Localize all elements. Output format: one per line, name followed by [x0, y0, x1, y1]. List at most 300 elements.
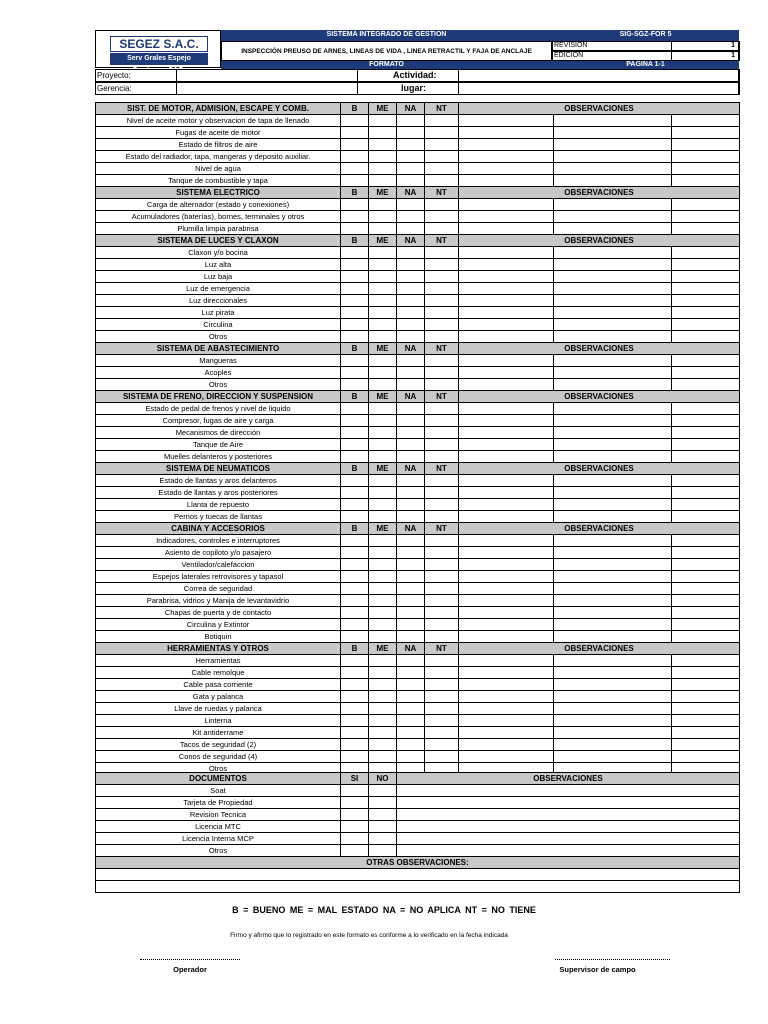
observation-cell[interactable] [672, 655, 740, 667]
rating-cell-nt[interactable] [425, 163, 459, 175]
rating-cell-nt[interactable] [425, 475, 459, 487]
observation-cell[interactable] [672, 631, 740, 643]
rating-cell-na[interactable] [397, 703, 425, 715]
observation-cell[interactable] [397, 785, 740, 797]
observation-cell[interactable] [672, 427, 740, 439]
rating-cell-me[interactable] [369, 139, 397, 151]
observation-cell[interactable] [672, 703, 740, 715]
observation-cell[interactable] [672, 139, 740, 151]
observation-cell[interactable] [459, 727, 554, 739]
observation-cell[interactable] [459, 355, 554, 367]
rating-cell-na[interactable] [397, 547, 425, 559]
check-cell-no[interactable] [369, 809, 397, 821]
rating-cell-me[interactable] [369, 715, 397, 727]
rating-cell-b[interactable] [341, 403, 369, 415]
observation-cell[interactable] [672, 739, 740, 751]
rating-cell-nt[interactable] [425, 175, 459, 187]
observation-cell[interactable] [397, 809, 740, 821]
observation-cell[interactable] [554, 487, 672, 499]
rating-cell-b[interactable] [341, 211, 369, 223]
observation-cell[interactable] [672, 511, 740, 523]
observation-cell[interactable] [554, 691, 672, 703]
rating-cell-nt[interactable] [425, 295, 459, 307]
rating-cell-na[interactable] [397, 739, 425, 751]
rating-cell-na[interactable] [397, 451, 425, 463]
rating-cell-me[interactable] [369, 307, 397, 319]
rating-cell-b[interactable] [341, 691, 369, 703]
check-cell-si[interactable] [341, 845, 369, 857]
observation-cell[interactable] [672, 451, 740, 463]
observation-cell[interactable] [554, 703, 672, 715]
observation-cell[interactable] [397, 833, 740, 845]
rating-cell-b[interactable] [341, 163, 369, 175]
check-cell-si[interactable] [341, 797, 369, 809]
rating-cell-nt[interactable] [425, 355, 459, 367]
observation-cell[interactable] [672, 679, 740, 691]
observation-cell[interactable] [554, 439, 672, 451]
rating-cell-me[interactable] [369, 403, 397, 415]
observation-cell[interactable] [672, 547, 740, 559]
observation-cell[interactable] [554, 139, 672, 151]
observation-cell[interactable] [672, 499, 740, 511]
rating-cell-na[interactable] [397, 415, 425, 427]
rating-cell-me[interactable] [369, 547, 397, 559]
rating-cell-nt[interactable] [425, 679, 459, 691]
rating-cell-b[interactable] [341, 739, 369, 751]
observation-cell[interactable] [554, 175, 672, 187]
rating-cell-na[interactable] [397, 115, 425, 127]
rating-cell-b[interactable] [341, 535, 369, 547]
gerencia-field[interactable] [176, 82, 358, 95]
rating-cell-b[interactable] [341, 727, 369, 739]
rating-cell-b[interactable] [341, 631, 369, 643]
rating-cell-nt[interactable] [425, 223, 459, 235]
rating-cell-b[interactable] [341, 571, 369, 583]
rating-cell-nt[interactable] [425, 247, 459, 259]
observation-cell[interactable] [554, 283, 672, 295]
project-field[interactable] [176, 69, 358, 82]
rating-cell-nt[interactable] [425, 211, 459, 223]
observation-cell[interactable] [672, 331, 740, 343]
rating-cell-na[interactable] [397, 331, 425, 343]
rating-cell-me[interactable] [369, 679, 397, 691]
observation-cell[interactable] [672, 691, 740, 703]
rating-cell-me[interactable] [369, 199, 397, 211]
rating-cell-b[interactable] [341, 427, 369, 439]
rating-cell-nt[interactable] [425, 319, 459, 331]
observation-cell[interactable] [459, 271, 554, 283]
rating-cell-na[interactable] [397, 439, 425, 451]
rating-cell-b[interactable] [341, 295, 369, 307]
observation-cell[interactable] [554, 451, 672, 463]
observation-cell[interactable] [459, 307, 554, 319]
observation-cell[interactable] [672, 487, 740, 499]
observation-cell[interactable] [554, 583, 672, 595]
rating-cell-na[interactable] [397, 175, 425, 187]
rating-cell-nt[interactable] [425, 379, 459, 391]
observation-cell[interactable] [459, 175, 554, 187]
rating-cell-me[interactable] [369, 295, 397, 307]
observation-cell[interactable] [397, 845, 740, 857]
rating-cell-me[interactable] [369, 283, 397, 295]
rating-cell-na[interactable] [397, 751, 425, 763]
rating-cell-b[interactable] [341, 451, 369, 463]
observation-cell[interactable] [672, 355, 740, 367]
observation-cell[interactable] [672, 619, 740, 631]
rating-cell-b[interactable] [341, 703, 369, 715]
rating-cell-b[interactable] [341, 319, 369, 331]
observation-cell[interactable] [672, 175, 740, 187]
rating-cell-me[interactable] [369, 319, 397, 331]
check-cell-si[interactable] [341, 821, 369, 833]
rating-cell-nt[interactable] [425, 259, 459, 271]
rating-cell-na[interactable] [397, 295, 425, 307]
rating-cell-na[interactable] [397, 271, 425, 283]
rating-cell-na[interactable] [397, 655, 425, 667]
observation-cell[interactable] [459, 607, 554, 619]
rating-cell-b[interactable] [341, 115, 369, 127]
observation-cell[interactable] [459, 379, 554, 391]
observation-cell[interactable] [459, 283, 554, 295]
observation-cell[interactable] [459, 439, 554, 451]
rating-cell-na[interactable] [397, 499, 425, 511]
observation-cell[interactable] [459, 511, 554, 523]
rating-cell-nt[interactable] [425, 307, 459, 319]
observation-cell[interactable] [554, 727, 672, 739]
rating-cell-nt[interactable] [425, 703, 459, 715]
observation-cell[interactable] [459, 679, 554, 691]
rating-cell-na[interactable] [397, 511, 425, 523]
observation-cell[interactable] [672, 199, 740, 211]
observation-cell[interactable] [554, 535, 672, 547]
place-field[interactable] [458, 82, 740, 95]
rating-cell-b[interactable] [341, 487, 369, 499]
rating-cell-na[interactable] [397, 475, 425, 487]
observation-cell[interactable] [459, 571, 554, 583]
rating-cell-nt[interactable] [425, 331, 459, 343]
rating-cell-b[interactable] [341, 607, 369, 619]
observation-cell[interactable] [672, 295, 740, 307]
rating-cell-b[interactable] [341, 259, 369, 271]
supervisor-signature-line[interactable] [555, 959, 670, 960]
observation-cell[interactable] [459, 127, 554, 139]
observation-cell[interactable] [459, 319, 554, 331]
observation-cell[interactable] [672, 211, 740, 223]
rating-cell-me[interactable] [369, 247, 397, 259]
check-cell-si[interactable] [341, 809, 369, 821]
observation-cell[interactable] [554, 667, 672, 679]
rating-cell-b[interactable] [341, 619, 369, 631]
check-cell-no[interactable] [369, 821, 397, 833]
check-cell-no[interactable] [369, 845, 397, 857]
rating-cell-me[interactable] [369, 151, 397, 163]
observation-cell[interactable] [554, 403, 672, 415]
observation-cell[interactable] [459, 223, 554, 235]
observation-cell[interactable] [459, 427, 554, 439]
rating-cell-b[interactable] [341, 283, 369, 295]
rating-cell-b[interactable] [341, 595, 369, 607]
rating-cell-nt[interactable] [425, 151, 459, 163]
rating-cell-nt[interactable] [425, 115, 459, 127]
rating-cell-me[interactable] [369, 655, 397, 667]
observation-cell[interactable] [554, 631, 672, 643]
observation-cell[interactable] [672, 307, 740, 319]
rating-cell-me[interactable] [369, 487, 397, 499]
rating-cell-b[interactable] [341, 511, 369, 523]
observation-cell[interactable] [459, 715, 554, 727]
observation-cell[interactable] [459, 367, 554, 379]
rating-cell-nt[interactable] [425, 535, 459, 547]
observation-cell[interactable] [554, 211, 672, 223]
rating-cell-me[interactable] [369, 115, 397, 127]
observation-cell[interactable] [554, 499, 672, 511]
observation-cell[interactable] [554, 379, 672, 391]
activity-field[interactable] [458, 69, 740, 82]
observation-cell[interactable] [672, 667, 740, 679]
observation-cell[interactable] [459, 151, 554, 163]
rating-cell-nt[interactable] [425, 583, 459, 595]
observation-cell[interactable] [459, 331, 554, 343]
observation-cell[interactable] [459, 199, 554, 211]
check-cell-no[interactable] [369, 785, 397, 797]
observation-cell[interactable] [554, 547, 672, 559]
observation-cell[interactable] [554, 607, 672, 619]
rating-cell-nt[interactable] [425, 139, 459, 151]
rating-cell-na[interactable] [397, 307, 425, 319]
rating-cell-me[interactable] [369, 607, 397, 619]
rating-cell-na[interactable] [397, 163, 425, 175]
observation-cell[interactable] [672, 751, 740, 763]
rating-cell-me[interactable] [369, 451, 397, 463]
rating-cell-na[interactable] [397, 631, 425, 643]
observation-cell[interactable] [672, 727, 740, 739]
rating-cell-nt[interactable] [425, 511, 459, 523]
rating-cell-me[interactable] [369, 535, 397, 547]
observation-cell[interactable] [459, 619, 554, 631]
rating-cell-nt[interactable] [425, 415, 459, 427]
rating-cell-b[interactable] [341, 355, 369, 367]
rating-cell-me[interactable] [369, 379, 397, 391]
rating-cell-na[interactable] [397, 691, 425, 703]
check-cell-si[interactable] [341, 833, 369, 845]
rating-cell-na[interactable] [397, 607, 425, 619]
rating-cell-nt[interactable] [425, 127, 459, 139]
observation-cell[interactable] [672, 595, 740, 607]
observation-cell[interactable] [672, 607, 740, 619]
rating-cell-b[interactable] [341, 151, 369, 163]
rating-cell-na[interactable] [397, 151, 425, 163]
observation-cell[interactable] [459, 667, 554, 679]
observation-cell[interactable] [459, 163, 554, 175]
observation-cell[interactable] [672, 319, 740, 331]
rating-cell-na[interactable] [397, 355, 425, 367]
rating-cell-me[interactable] [369, 499, 397, 511]
rating-cell-nt[interactable] [425, 751, 459, 763]
rating-cell-me[interactable] [369, 559, 397, 571]
observation-cell[interactable] [554, 163, 672, 175]
observation-cell[interactable] [554, 223, 672, 235]
observation-cell[interactable] [554, 511, 672, 523]
rating-cell-na[interactable] [397, 379, 425, 391]
rating-cell-b[interactable] [341, 679, 369, 691]
rating-cell-b[interactable] [341, 439, 369, 451]
rating-cell-me[interactable] [369, 211, 397, 223]
rating-cell-b[interactable] [341, 715, 369, 727]
observation-cell[interactable] [554, 427, 672, 439]
rating-cell-na[interactable] [397, 139, 425, 151]
rating-cell-nt[interactable] [425, 739, 459, 751]
observation-cell[interactable] [554, 715, 672, 727]
rating-cell-na[interactable] [397, 211, 425, 223]
observation-cell[interactable] [397, 821, 740, 833]
observation-cell[interactable] [459, 211, 554, 223]
other-observations-field[interactable] [96, 869, 740, 881]
observation-cell[interactable] [554, 655, 672, 667]
observation-cell[interactable] [459, 583, 554, 595]
rating-cell-na[interactable] [397, 403, 425, 415]
observation-cell[interactable] [672, 151, 740, 163]
rating-cell-me[interactable] [369, 583, 397, 595]
rating-cell-na[interactable] [397, 319, 425, 331]
observation-cell[interactable] [672, 403, 740, 415]
rating-cell-na[interactable] [397, 535, 425, 547]
observation-cell[interactable] [459, 415, 554, 427]
observation-cell[interactable] [554, 619, 672, 631]
rating-cell-b[interactable] [341, 583, 369, 595]
observation-cell[interactable] [672, 163, 740, 175]
rating-cell-b[interactable] [341, 247, 369, 259]
rating-cell-b[interactable] [341, 751, 369, 763]
rating-cell-b[interactable] [341, 655, 369, 667]
rating-cell-b[interactable] [341, 307, 369, 319]
rating-cell-nt[interactable] [425, 691, 459, 703]
observation-cell[interactable] [459, 499, 554, 511]
rating-cell-b[interactable] [341, 379, 369, 391]
observation-cell[interactable] [554, 271, 672, 283]
rating-cell-me[interactable] [369, 595, 397, 607]
observation-cell[interactable] [554, 571, 672, 583]
rating-cell-b[interactable] [341, 415, 369, 427]
observation-cell[interactable] [672, 271, 740, 283]
rating-cell-me[interactable] [369, 631, 397, 643]
observation-cell[interactable] [554, 307, 672, 319]
rating-cell-na[interactable] [397, 223, 425, 235]
rating-cell-b[interactable] [341, 271, 369, 283]
check-cell-no[interactable] [369, 797, 397, 809]
rating-cell-na[interactable] [397, 283, 425, 295]
rating-cell-me[interactable] [369, 703, 397, 715]
observation-cell[interactable] [459, 631, 554, 643]
rating-cell-b[interactable] [341, 667, 369, 679]
rating-cell-me[interactable] [369, 127, 397, 139]
observation-cell[interactable] [554, 595, 672, 607]
rating-cell-nt[interactable] [425, 715, 459, 727]
observation-cell[interactable] [459, 739, 554, 751]
observation-cell[interactable] [672, 475, 740, 487]
observation-cell[interactable] [459, 115, 554, 127]
observation-cell[interactable] [459, 475, 554, 487]
observation-cell[interactable] [554, 331, 672, 343]
observation-cell[interactable] [554, 319, 672, 331]
observation-cell[interactable] [554, 115, 672, 127]
observation-cell[interactable] [672, 535, 740, 547]
rating-cell-na[interactable] [397, 559, 425, 571]
rating-cell-b[interactable] [341, 199, 369, 211]
rating-cell-nt[interactable] [425, 727, 459, 739]
observation-cell[interactable] [459, 559, 554, 571]
rating-cell-nt[interactable] [425, 607, 459, 619]
observation-cell[interactable] [554, 751, 672, 763]
rating-cell-na[interactable] [397, 667, 425, 679]
observation-cell[interactable] [554, 259, 672, 271]
rating-cell-na[interactable] [397, 199, 425, 211]
observation-cell[interactable] [554, 295, 672, 307]
rating-cell-b[interactable] [341, 367, 369, 379]
rating-cell-me[interactable] [369, 727, 397, 739]
rating-cell-nt[interactable] [425, 487, 459, 499]
rating-cell-b[interactable] [341, 127, 369, 139]
rating-cell-me[interactable] [369, 259, 397, 271]
observation-cell[interactable] [672, 571, 740, 583]
rating-cell-nt[interactable] [425, 631, 459, 643]
observation-cell[interactable] [672, 379, 740, 391]
observation-cell[interactable] [459, 139, 554, 151]
observation-cell[interactable] [459, 247, 554, 259]
rating-cell-me[interactable] [369, 367, 397, 379]
rating-cell-b[interactable] [341, 547, 369, 559]
rating-cell-na[interactable] [397, 583, 425, 595]
rating-cell-nt[interactable] [425, 427, 459, 439]
rating-cell-b[interactable] [341, 499, 369, 511]
rating-cell-nt[interactable] [425, 283, 459, 295]
other-observations-field[interactable] [96, 881, 740, 893]
observation-cell[interactable] [459, 595, 554, 607]
rating-cell-me[interactable] [369, 667, 397, 679]
rating-cell-me[interactable] [369, 439, 397, 451]
rating-cell-me[interactable] [369, 691, 397, 703]
observation-cell[interactable] [459, 535, 554, 547]
observation-cell[interactable] [554, 355, 672, 367]
rating-cell-na[interactable] [397, 259, 425, 271]
observation-cell[interactable] [459, 751, 554, 763]
check-cell-no[interactable] [369, 833, 397, 845]
observation-cell[interactable] [554, 199, 672, 211]
observation-cell[interactable] [672, 283, 740, 295]
observation-cell[interactable] [554, 127, 672, 139]
observation-cell[interactable] [554, 151, 672, 163]
rating-cell-na[interactable] [397, 571, 425, 583]
rating-cell-nt[interactable] [425, 571, 459, 583]
rating-cell-nt[interactable] [425, 439, 459, 451]
rating-cell-nt[interactable] [425, 403, 459, 415]
rating-cell-me[interactable] [369, 571, 397, 583]
observation-cell[interactable] [672, 439, 740, 451]
rating-cell-me[interactable] [369, 739, 397, 751]
observation-cell[interactable] [554, 739, 672, 751]
observation-cell[interactable] [672, 247, 740, 259]
rating-cell-na[interactable] [397, 367, 425, 379]
rating-cell-b[interactable] [341, 175, 369, 187]
observation-cell[interactable] [459, 487, 554, 499]
rating-cell-me[interactable] [369, 475, 397, 487]
observation-cell[interactable] [554, 415, 672, 427]
observation-cell[interactable] [397, 797, 740, 809]
observation-cell[interactable] [672, 127, 740, 139]
observation-cell[interactable] [672, 583, 740, 595]
rating-cell-na[interactable] [397, 715, 425, 727]
observation-cell[interactable] [459, 451, 554, 463]
rating-cell-b[interactable] [341, 475, 369, 487]
